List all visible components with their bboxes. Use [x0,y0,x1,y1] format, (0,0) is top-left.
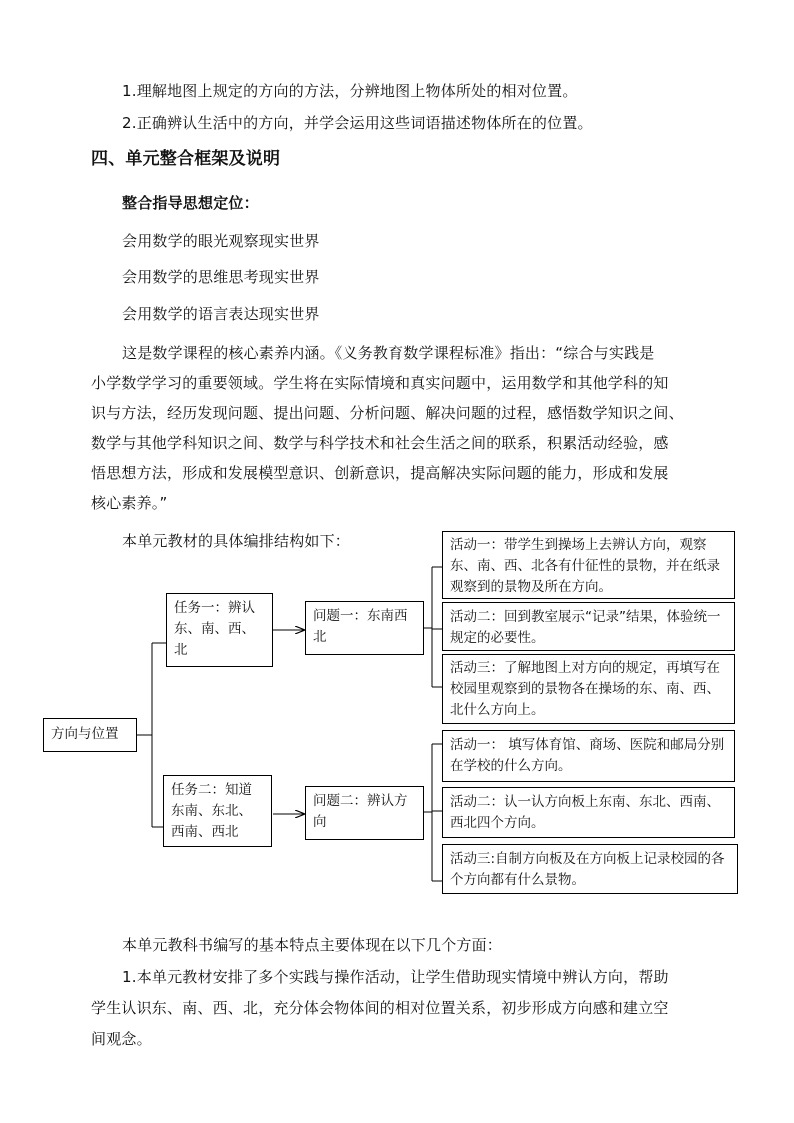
section-heading: 四、单元整合框架及说明 [91,149,281,169]
intro-item-2: 2.正确辨认生活中的方向，并学会运用这些词语描述物体所在的位置。 [122,114,593,132]
intro-item-1: 1.理解地图上规定的方向的方法，分辨地图上物体所处的相对位置。 [122,82,578,100]
feature-line: 间观念。 [91,1030,152,1048]
paragraph-line: 核心素养。” [91,494,168,512]
paragraph-line: 识与方法，经历发现问题、提出问题、分析问题、解决问题的过程，感悟数学知识之间、 [91,404,684,422]
task-2-box: 任务二：知道东南、东北、西南、西北 [163,775,272,847]
t1-activity-3-box: 活动三：了解地图上对方向的规定，再填写在校园里观察到的景物各在操场的东、南、西、北什么方向上。 [442,654,735,724]
feature-line: 1.本单元教材安排了多个实践与操作活动，让学生借助现实情境中辨认方向，帮助 [122,968,669,986]
structure-intro: 本单元教材的具体编排结构如下： [122,532,351,550]
t1-activity-2-box: 活动二：回到教室展示“记录”结果，体验统一规定的必要性。 [442,602,735,651]
guiding-point-2: 会用数学的思维思考现实世界 [122,268,320,286]
task-1-box: 任务一：辨认东、南、西、北 [166,593,273,667]
paragraph-line: 小学数学学习的重要领域。学生将在实际情境和真实问题中，运用数学和其他学科的知 [91,374,669,392]
t1-activity-1-box: 活动一：带学生到操场上去辨认方向，观察东、南、西、北各有什征性的景物，并在纸录观察到的景物及所在方向。 [442,531,735,599]
features-intro: 本单元教科书编写的基本特点主要体现在以下几个方面： [122,936,503,954]
section-subheading: 整合指导思想定位： [122,194,259,212]
t2-activity-2-box: 活动二：认一认方向板上东南、东北、西南、西北四个方向。 [442,787,735,838]
problem-1-box: 问题一：东南西北 [305,601,424,655]
paragraph-line: 这是数学课程的核心素养内涵。《义务教育数学课程标准》指出：“综合与实践是 [122,344,655,362]
paragraph-line: 数学与其他学科知识之间、数学与科学技术和社会生活之间的联系，积累活动经验，感 [91,434,669,452]
problem-2-box: 问题二：辨认方向 [305,786,424,840]
t2-activity-3-box: 活动三:自制方向板及在方向板上记录校园的各个方向都有什么景物。 [442,844,738,894]
paragraph-line: 悟思想方法，形成和发展模型意识、创新意识，提高解决实际问题的能力，形成和发展 [91,464,669,482]
diagram-root-box: 方向与位置 [43,718,137,752]
guiding-point-3: 会用数学的语言表达现实世界 [122,305,320,323]
guiding-point-1: 会用数学的眼光观察现实世界 [122,232,320,250]
feature-line: 学生认识东、南、西、北，充分体会物体间的相对位置关系，初步形成方向感和建立空 [91,999,669,1017]
t2-activity-1-box: 活动一： 填写体育馆、商场、医院和邮局分别在学校的什么方向。 [442,730,735,782]
